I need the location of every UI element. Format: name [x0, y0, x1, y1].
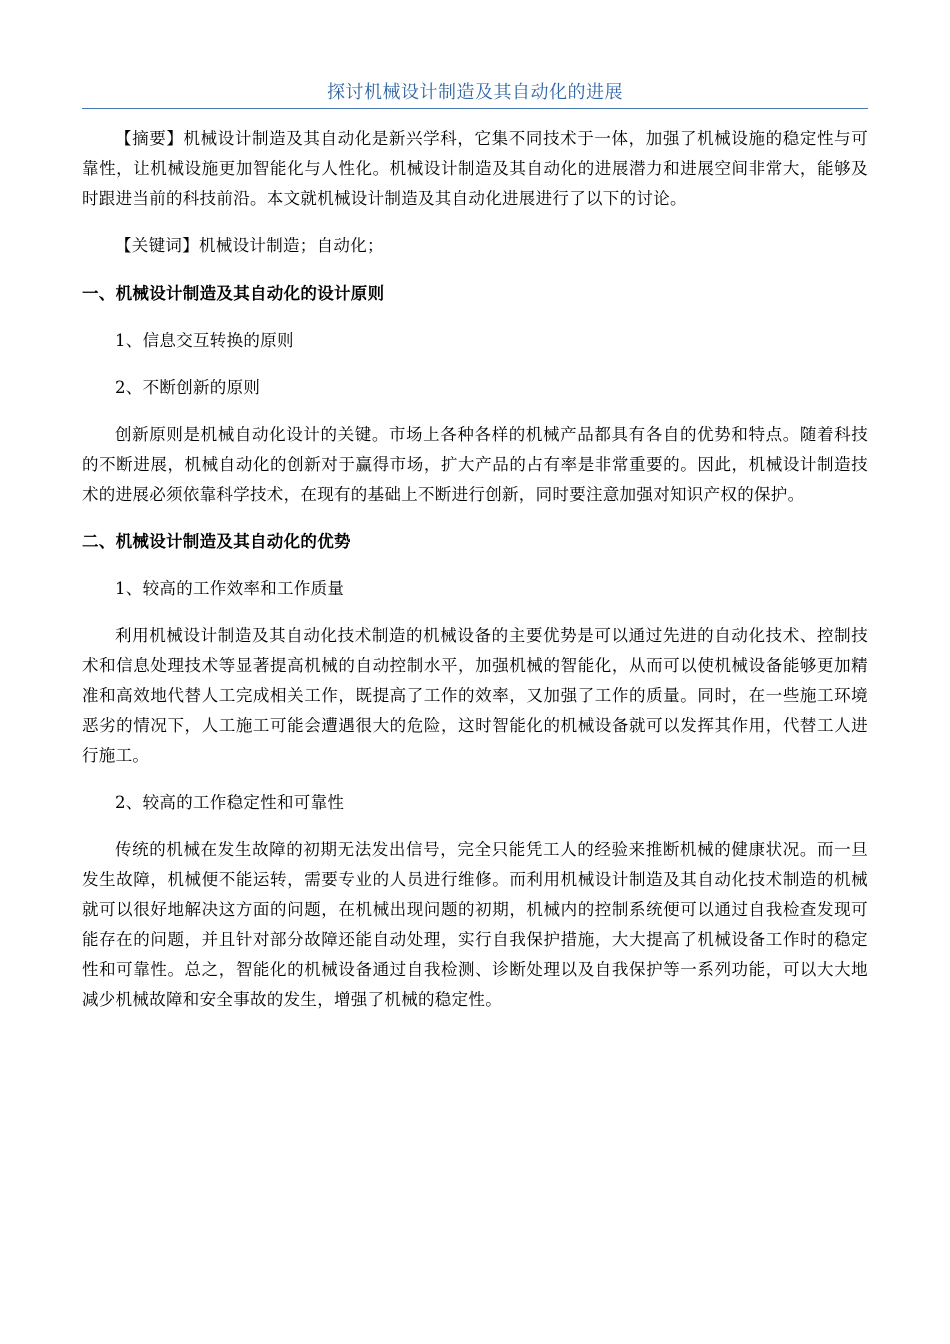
section-2-paragraph-2: 传统的机械在发生故障的初期无法发出信号，完全只能凭工人的经验来推断机械的健康状况。而一旦发生故障，机械便不能运转，需要专业的人员进行维修。而利用机械设计制造及其自动化技术制造的机械就可以很好地解决这方面的问题，在机械出现问题的初期，机械内的控制系统便可以通过自我检查发现可能存在的问题，并且针对部分故障还能自动处理，实行自我保护措施，大大提高了机械设备工作时的稳定性和可靠性。总之，智能化的机械设备通过自我检测、诊断处理以及自我保护等一系列功能，可以大大地减少机械故障和安全事故的发生，增强了机械的稳定性。 — [82, 840, 868, 1009]
section-2-subheading-1: 1、较高的工作效率和工作质量 — [115, 579, 345, 598]
section-2-subheading-2: 2、较高的工作稳定性和可靠性 — [115, 793, 345, 812]
section-1-heading: 一、机械设计制造及其自动化的设计原则 — [82, 284, 385, 303]
document-body — [82, 124, 868, 1032]
keywords-paragraph: 【关键词】机械设计制造；自动化； — [115, 236, 384, 255]
section-1-subheading-2: 2、不断创新的原则 — [115, 378, 261, 397]
abstract-paragraph: 【摘要】机械设计制造及其自动化是新兴学科，它集不同技术于一体，加强了机械设施的稳定性与可靠性，让机械设施更加智能化与人性化。机械设计制造及其自动化的进展潜力和进展空间非常大，能够及时跟进当前的科技前沿。本文就机械设计制造及其自动化进展进行了以下的讨论。 — [82, 129, 868, 208]
section-2-paragraph-1: 利用机械设计制造及其自动化技术制造的机械设备的主要优势是可以通过先进的自动化技术、控制技术和信息处理技术等显著提高机械的自动控制水平，加强机械的智能化，从而可以使机械设备能够更加精准和高效地代替人工完成相关工作，既提高了工作的效率，又加强了工作的质量。同时，在一些施工环境恶劣的情况下，人工施工可能会遭遇很大的危险，这时智能化的机械设备就可以发挥其作用，代替工人进行施工。 — [82, 626, 868, 765]
section-2-heading: 二、机械设计制造及其自动化的优势 — [82, 532, 351, 551]
page-header — [82, 78, 868, 109]
section-1-paragraph: 创新原则是机械自动化设计的关键。市场上各种各样的机械产品都具有各自的优势和特点。随着科技的不断进展，机械自动化的创新对于赢得市场，扩大产品的占有率是非常重要的。因此，机械设计制造技术的进展必须依靠科学技术，在现有的基础上不断进行创新，同时要注意加强对知识产权的保护。 — [82, 425, 868, 504]
page-title: 探讨机械设计制造及其自动化的进展 — [327, 82, 623, 103]
section-1-subheading-1: 1、信息交互转换的原则 — [115, 331, 294, 350]
